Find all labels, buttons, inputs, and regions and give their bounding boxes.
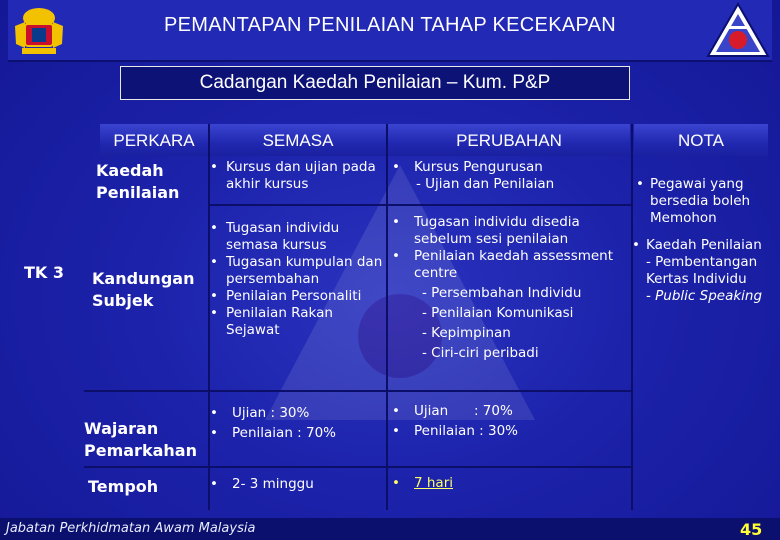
list-item: • Kaedah Penilaian <box>632 237 762 253</box>
nota-col <box>632 176 772 305</box>
perubahan-kaedah <box>392 159 628 193</box>
row-label-kaedah: Kaedah Penilaian <box>96 161 180 202</box>
row-label-tempoh: Tempoh <box>88 477 159 496</box>
grid-line <box>84 466 632 468</box>
list-item: • Penilaian : 30% <box>392 423 519 439</box>
slide-subtitle: Cadangan Kaedah Penilaian – Kum. P&P <box>199 72 551 93</box>
semasa-kandungan <box>210 220 384 339</box>
list-item: • Tugasan kumpulan dan persembahan <box>210 254 383 287</box>
list-item: • Pegawai yang bersedia boleh Memohon <box>636 176 751 226</box>
slide-title: PEMANTAPAN PENILAIAN TAHAP KECEKAPAN <box>163 14 617 36</box>
semasa-wajaran <box>210 405 384 442</box>
list-subitem: - Pembentangan Kertas Individu <box>646 254 758 287</box>
grid-line <box>210 204 632 206</box>
list-item: • Tugasan individu semasa kursus <box>210 220 340 253</box>
grid-line <box>386 124 388 510</box>
perubahan-kandungan <box>392 214 628 362</box>
row-label-wajaran: Wajaran Pemarkahan <box>84 419 197 460</box>
row-label-kandungan: Kandungan Subjek <box>92 269 195 310</box>
list-item: • Ujian : 30% <box>210 405 310 421</box>
list-item: • Penilaian Personaliti <box>210 288 362 304</box>
perubahan-wajaran <box>392 403 628 440</box>
col-header-perubahan: PERUBAHAN <box>456 131 562 150</box>
semasa-tempoh <box>210 476 384 493</box>
list-item: • Kursus dan ujian pada akhir kursus <box>210 159 376 192</box>
list-item: • 7 hari <box>392 475 454 491</box>
tempoh-link[interactable]: 7 hari <box>414 475 454 491</box>
list-subitem: - Penilaian Komunikasi <box>422 305 574 321</box>
level-label: TK 3 <box>24 263 65 282</box>
list-subitem: - Ujian dan Penilaian <box>416 176 555 192</box>
perubahan-tempoh <box>392 475 628 492</box>
page-number: 45 <box>740 520 763 539</box>
grid-line <box>84 390 632 392</box>
col-header-nota: NOTA <box>678 131 724 150</box>
list-item: • Tugasan individu disedia sebelum sesi penilaian <box>392 214 580 247</box>
col-header-perkara: PERKARA <box>113 131 195 150</box>
list-subitem: - Ciri-ciri peribadi <box>422 345 539 361</box>
list-item: • Penilaian Rakan Sejawat <box>210 305 333 338</box>
footer-organization: Jabatan Perkhidmatan Awam Malaysia <box>6 521 256 536</box>
list-subitem: - Kepimpinan <box>422 325 511 341</box>
subtitle-box <box>120 66 630 100</box>
list-item: • Ujian : 70% <box>392 403 513 419</box>
list-item: • Kursus Pengurusan <box>392 159 543 175</box>
list-item: • 2- 3 minggu <box>210 476 314 492</box>
list-subitem: - Public Speaking <box>646 288 763 304</box>
col-header-semasa: SEMASA <box>262 131 334 150</box>
list-item: • Penilaian : 70% <box>210 425 337 441</box>
list-subitem: - Persembahan Individu <box>422 285 582 301</box>
list-item: • Penilaian kaedah assessment centre <box>392 248 614 281</box>
semasa-kaedah <box>210 159 384 193</box>
